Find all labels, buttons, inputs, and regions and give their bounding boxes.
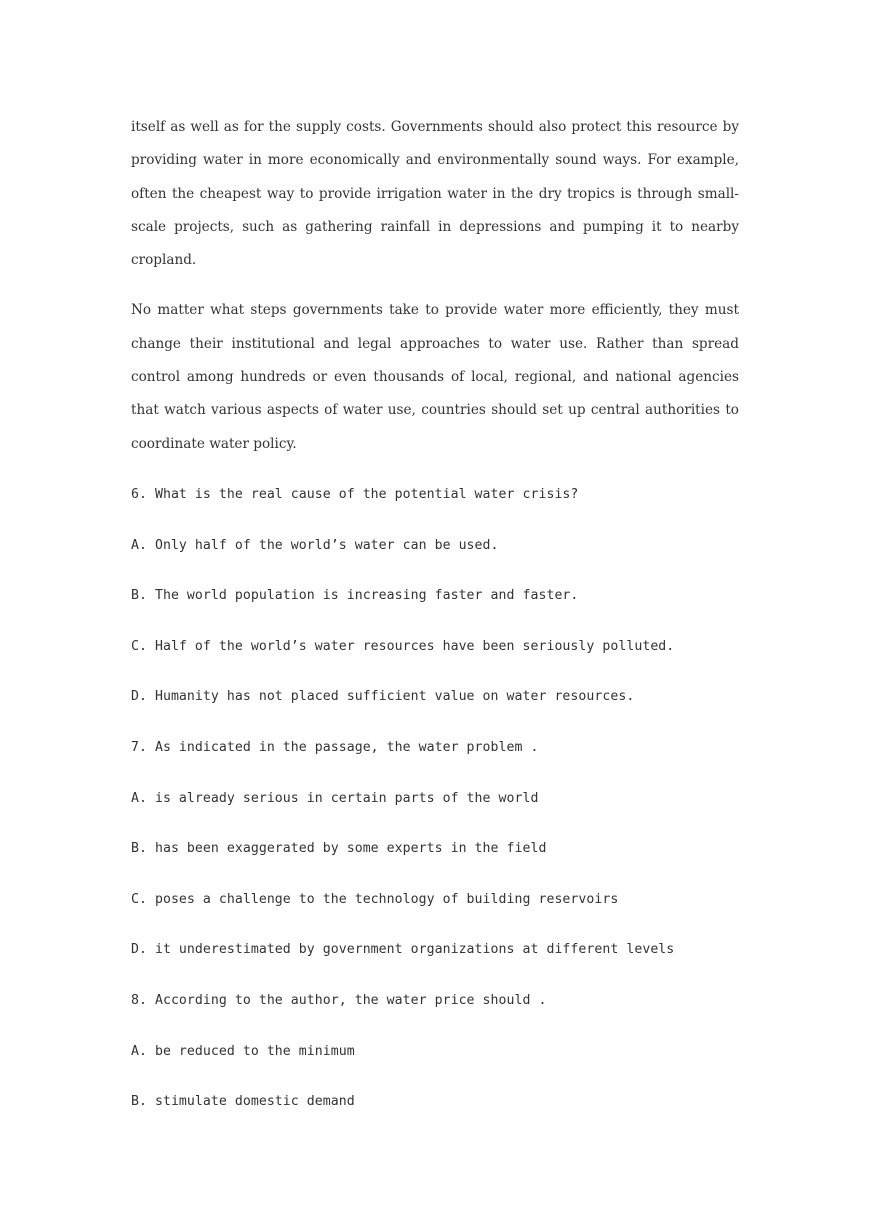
- answer-option: A. Only half of the world’s water can be used.: [131, 537, 499, 553]
- answer-option: A. be reduced to the minimum: [131, 1043, 355, 1059]
- document-page: [131, 111, 739, 1118]
- answer-option: D. Humanity has not placed sufficient value on water resources.: [131, 689, 635, 705]
- answer-option: B. has been exaggerated by some experts in the field: [131, 841, 547, 857]
- answer-option: B. stimulate domestic demand: [131, 1094, 355, 1110]
- answer-option: A. is already serious in certain parts of the world: [131, 790, 539, 806]
- answer-option: C. poses a challenge to the technology of building reservoirs: [131, 891, 619, 907]
- answer-option: B. The world population is increasing faster and faster.: [131, 588, 579, 604]
- question-stem: 7. As indicated in the passage, the water problem .: [131, 739, 539, 755]
- question-stem: 6. What is the real cause of the potential water crisis?: [131, 486, 579, 502]
- question-stem: 8. According to the author, the water price should .: [131, 992, 547, 1008]
- answer-option: D. it underestimated by government organizations at different levels: [131, 942, 675, 958]
- answer-option: C. Half of the world’s water resources have been seriously polluted.: [131, 638, 675, 654]
- passage-paragraph: itself as well as for the supply costs. Governments should also protect this resource by providing water in more economically and environmentally sound ways. For example, often the cheapest way to provide irrigation water in the dry tropics is through small-scale projects, such as gathering rainfall in depressions and pumping it to nearby cropland.: [131, 119, 739, 269]
- passage-paragraph: No matter what steps governments take to provide water more efficiently, they must change their institutional and legal approaches to water use. Rather than spread control among hundreds or even thousands of local, regional, and national agencies that watch various aspects of water use, countries should set up central authorities to coordinate water policy.: [131, 302, 739, 452]
